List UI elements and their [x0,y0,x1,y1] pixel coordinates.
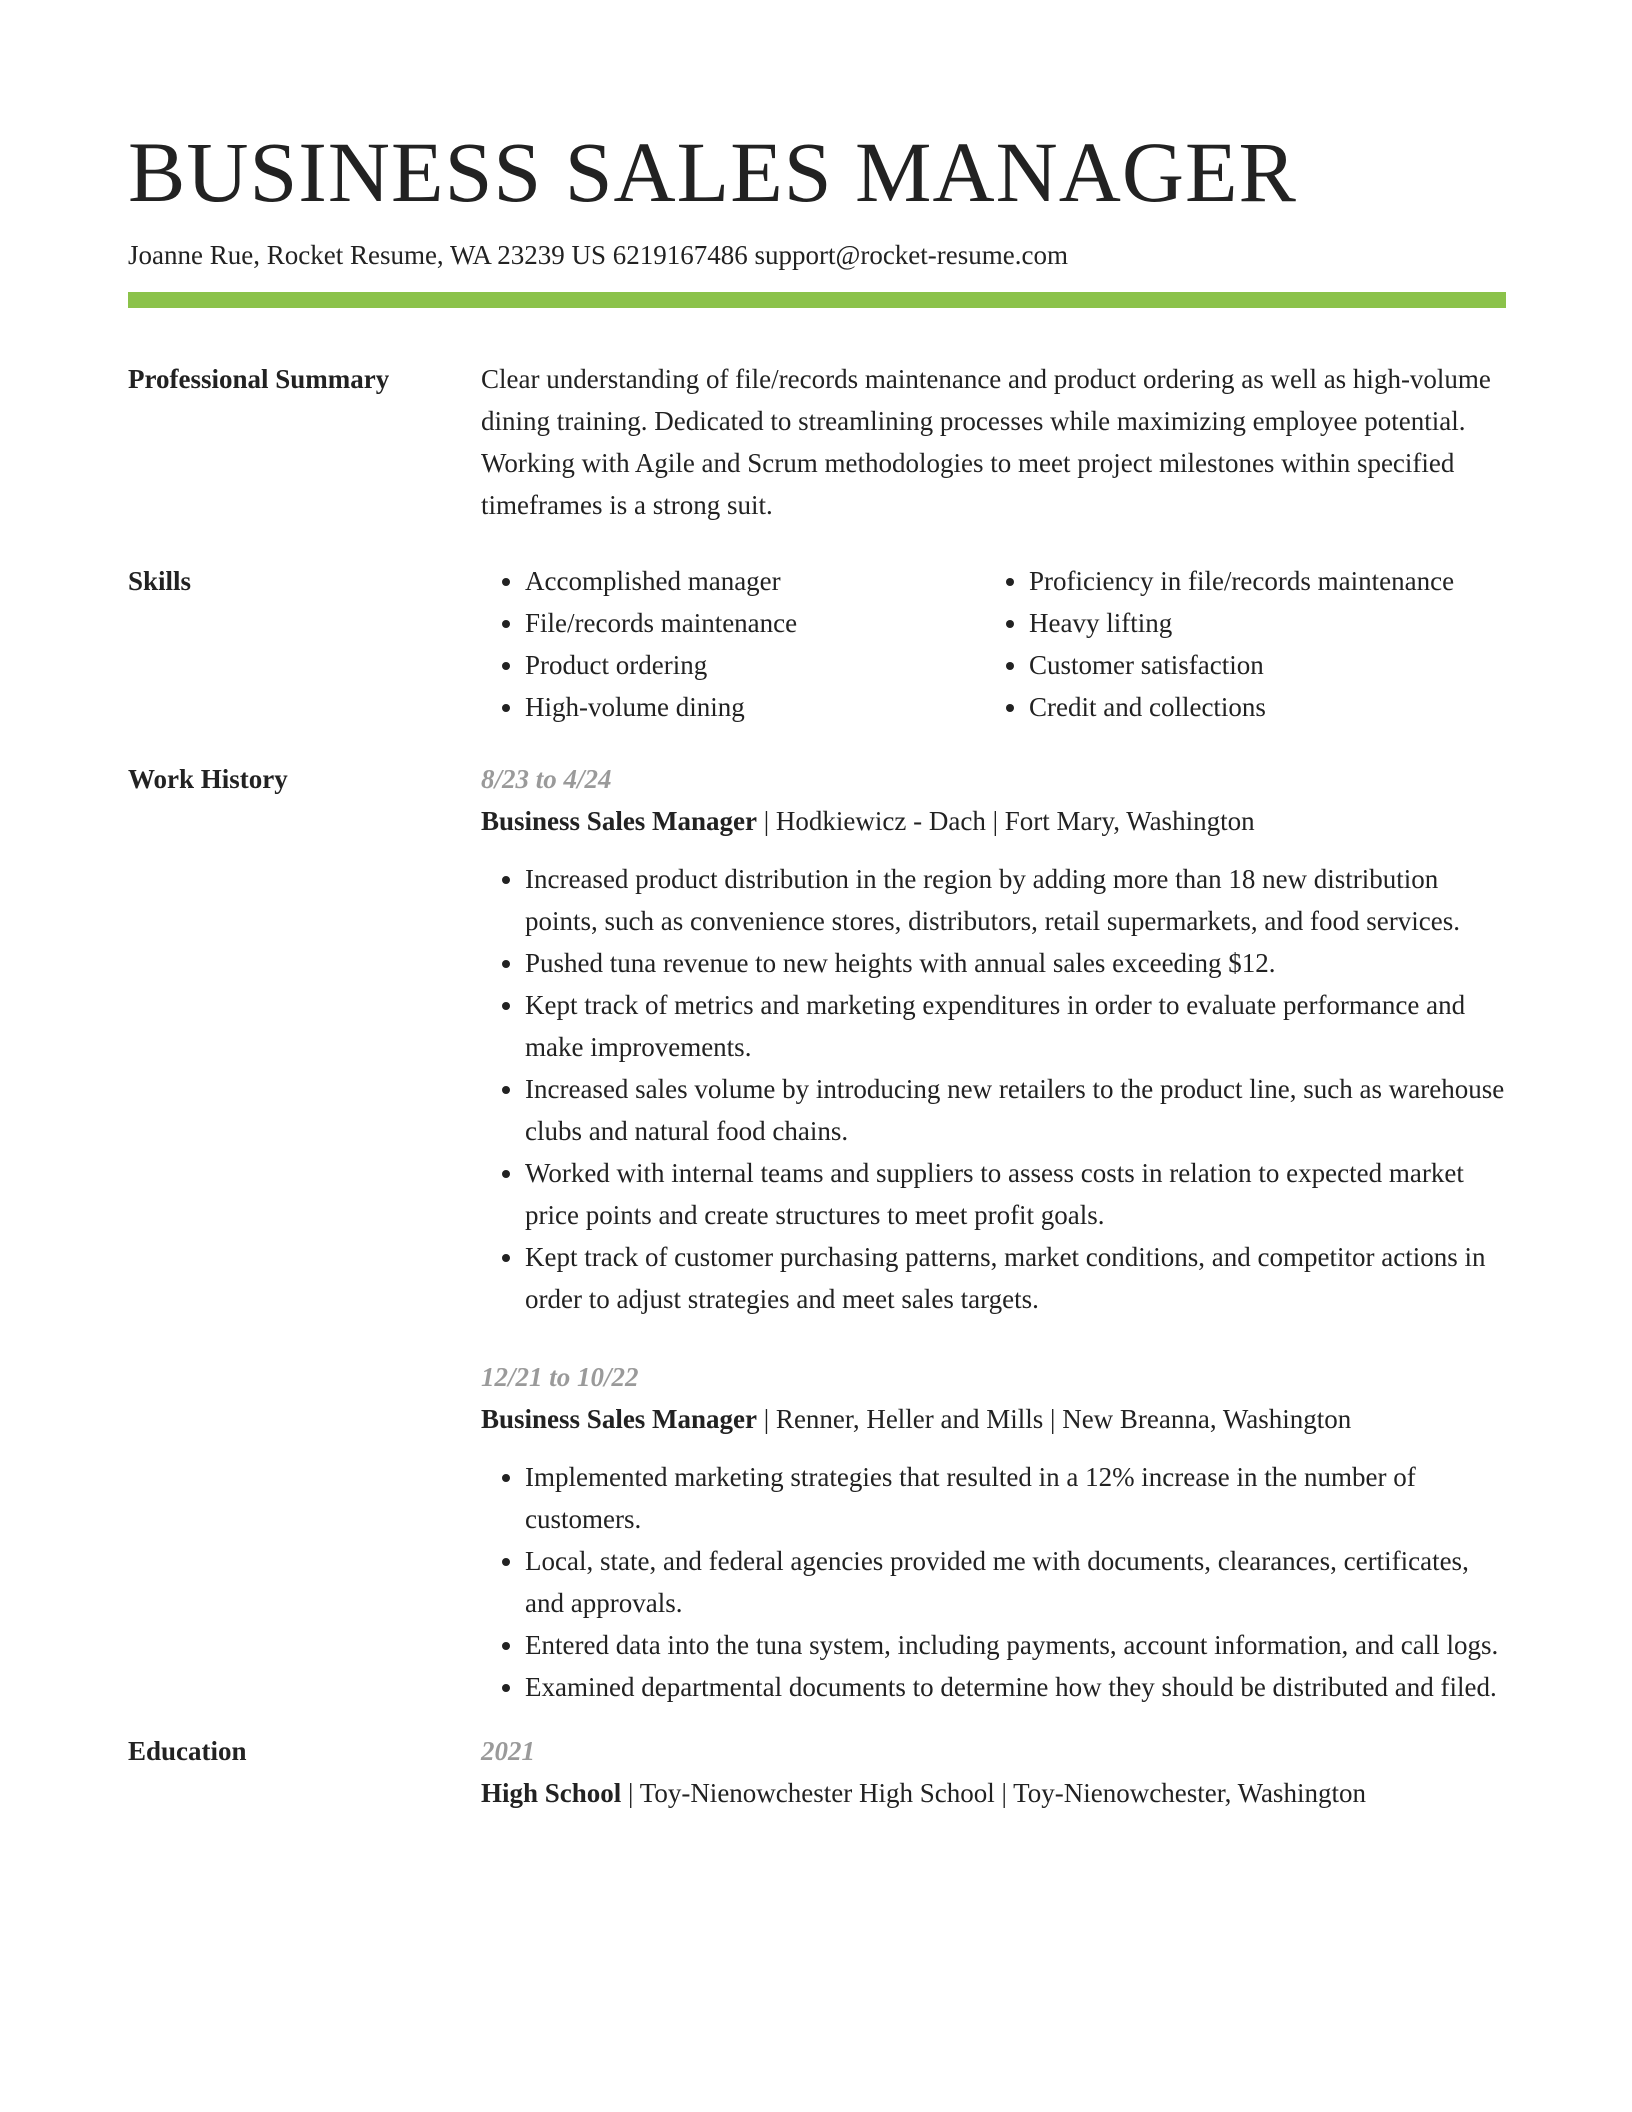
work-history-content [481,758,1506,1708]
resume-name: BUSINESS SALES MANAGER [128,124,1297,220]
job-bullets [481,858,1506,1320]
job-details: | Renner, Heller and Mills | New Breanna, Washington [757,1404,1352,1434]
skill-item: • High-volume dining [525,686,985,728]
job-bullet: • Local, state, and federal agencies provided me with documents, clearances, certificates, and approvals. [525,1540,1506,1624]
job-bullet: • Increased product distribution in the region by adding more than 18 new distribution points, such as convenience stores, distributors, retail supermarkets, and food services. [525,858,1506,942]
skill-item: • Accomplished manager [525,560,985,602]
skill-item: • Product ordering [525,644,985,686]
job-bullet: • Kept track of metrics and marketing expenditures in order to evaluate performance and make improvements. [525,984,1506,1068]
section-label-work: Work History [128,764,288,794]
job-bullet: • Examined departmental documents to determine how they should be distributed and filed. [525,1666,1506,1708]
summary-text: Clear understanding of file/records maintenance and product ordering as well as high-volume dining training. Dedicated to streamlining processes while maximizing employee potential. Working with Agile and Scrum methodologies to meet project milestones within specified timeframes is a strong suit. [481,364,1491,520]
section-label-skills: Skills [128,566,192,596]
job-details: | Hodkiewicz - Dach | Fort Mary, Washington [757,806,1255,836]
skill-item: • File/records maintenance [525,602,985,644]
job-bullet: • Pushed tuna revenue to new heights with annual sales exceeding $12. [525,942,1506,984]
skill-item: • Proficiency in file/records maintenance [1029,560,1506,602]
job-bullet: • Entered data into the tuna system, including payments, account information, and call logs. [525,1624,1506,1666]
skill-item: • Credit and collections [1029,686,1506,728]
skills-list-left [481,560,985,728]
education-heading [481,1772,1506,1814]
skills-list-right [985,560,1506,728]
job-bullet: • Increased sales volume by introducing new retailers to the product line, such as warehouse clubs and natural food chains. [525,1068,1506,1152]
job-title: Business Sales Manager [481,806,758,836]
education-section [128,1730,1506,1814]
summary-section [128,358,1506,526]
job-bullet: • Kept track of customer purchasing patterns, market conditions, and competitor actions in order to adjust strategies and meet sales targets. [525,1236,1506,1320]
skills-section [128,560,1506,728]
job-dates: 12/21 to 10/22 [481,1362,639,1392]
section-label-summary: Professional Summary [128,364,390,394]
education-date: 2021 [481,1736,535,1766]
job-entry [481,758,1506,1320]
skills-grid [481,560,1506,728]
work-history-section [128,758,1506,1708]
job-dates: 8/23 to 4/24 [481,764,612,794]
job-bullet: • Implemented marketing strategies that resulted in a 12% increase in the number of customers. [525,1456,1506,1540]
education-details: | Toy-Nienowchester High School | Toy-Nienowchester, Washington [621,1778,1366,1808]
job-entry [481,1356,1506,1708]
resume-page [128,0,1506,1814]
job-bullets [481,1456,1506,1708]
job-heading [481,1398,1506,1440]
job-heading [481,800,1506,842]
education-content [481,1730,1506,1814]
skill-item: • Customer satisfaction [1029,644,1506,686]
skill-item: • Heavy lifting [1029,602,1506,644]
header-divider [128,292,1506,308]
section-label-education: Education [128,1736,247,1766]
job-bullet: • Worked with internal teams and suppliers to assess costs in relation to expected market price points and create structures to meet profit goals. [525,1152,1506,1236]
education-degree: High School [481,1778,622,1808]
job-title: Business Sales Manager [481,1404,758,1434]
contact-line: Joanne Rue, Rocket Resume, WA 23239 US 6219167486 support@rocket-resume.com [128,240,1068,270]
